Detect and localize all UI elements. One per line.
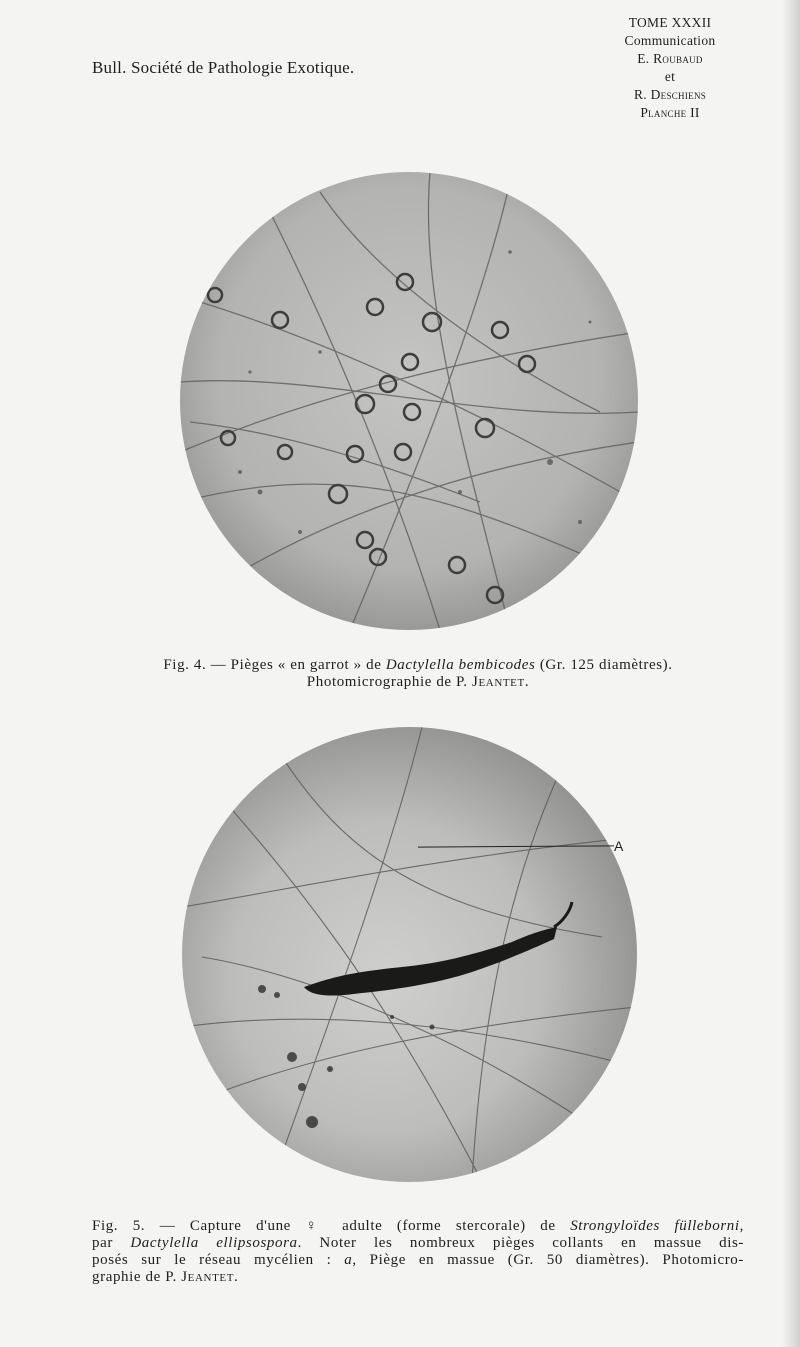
fig4-species: Dactylella bembicodes: [385, 657, 536, 673]
fig5-caption-line3: [92, 1252, 744, 1269]
fig5-caption-line1: [92, 1218, 744, 1235]
communication-label: Communication: [624, 33, 716, 48]
fig4-number: Fig. 4. —: [163, 657, 231, 673]
fig4-text1: Pièges « en garrot » de: [230, 657, 386, 673]
tome-label: TOME XXXII: [628, 15, 712, 30]
fig5-label-a: A: [614, 838, 624, 854]
fig4-caption-line1: [118, 657, 718, 674]
fig5-text4: posés sur le réseau mycélien :: [92, 1252, 345, 1268]
fig4-period: .: [524, 674, 530, 690]
page-edge-shadow: [782, 0, 800, 1347]
author-deschiens: R. Deschiens: [633, 87, 707, 102]
fig4-caption: [118, 657, 718, 691]
fig4-text2: (Gr. 125 diamètres).: [535, 657, 673, 673]
fig5-field: [182, 727, 637, 1182]
fig5-caption-line4: [92, 1269, 744, 1286]
fig5-caption-line2: [92, 1235, 744, 1252]
fig5-label-ref: a: [344, 1252, 353, 1268]
fig5-period: .: [234, 1269, 239, 1285]
plate-label: Planche II: [640, 105, 700, 120]
fig5-text6: graphie de P.: [92, 1269, 182, 1285]
fig5-text1: Fig. 5. — Capture d'une ♀ adulte (forme stercorale) de: [92, 1218, 571, 1234]
fig4-field: [180, 172, 638, 630]
fig5-species-fungus: Dactylella ellipsospora: [130, 1235, 298, 1251]
fig4-photomicrograph: [180, 172, 638, 630]
fig5-caption: [92, 1218, 744, 1286]
fig5-text5: , Piège en massue (Gr. 50 diamètres). Photomicro-: [352, 1252, 744, 1268]
plate-header: [600, 14, 740, 122]
author-roubaud: E. Roubaud: [637, 51, 703, 66]
fig4-photographer: Jeantet: [472, 674, 525, 690]
fig5-species-prey: Strongyloïdes fülleborni,: [570, 1218, 744, 1234]
journal-title: Bull. Société de Pathologie Exotique.: [92, 58, 355, 77]
fig5-svg: [182, 727, 637, 1182]
fig4-caption-line2: [118, 674, 718, 691]
fig5-text3: . Noter les nombreux pièges collants en massue dis-: [297, 1235, 744, 1251]
et-label: et: [664, 69, 676, 84]
fig5-photographer: Jeantet: [181, 1269, 235, 1285]
fig5-text2: par: [92, 1235, 131, 1251]
fig5-photomicrograph: [182, 727, 637, 1182]
fig4-credit: Photomicrographie de P.: [306, 674, 473, 690]
fig4-svg: [180, 172, 638, 630]
